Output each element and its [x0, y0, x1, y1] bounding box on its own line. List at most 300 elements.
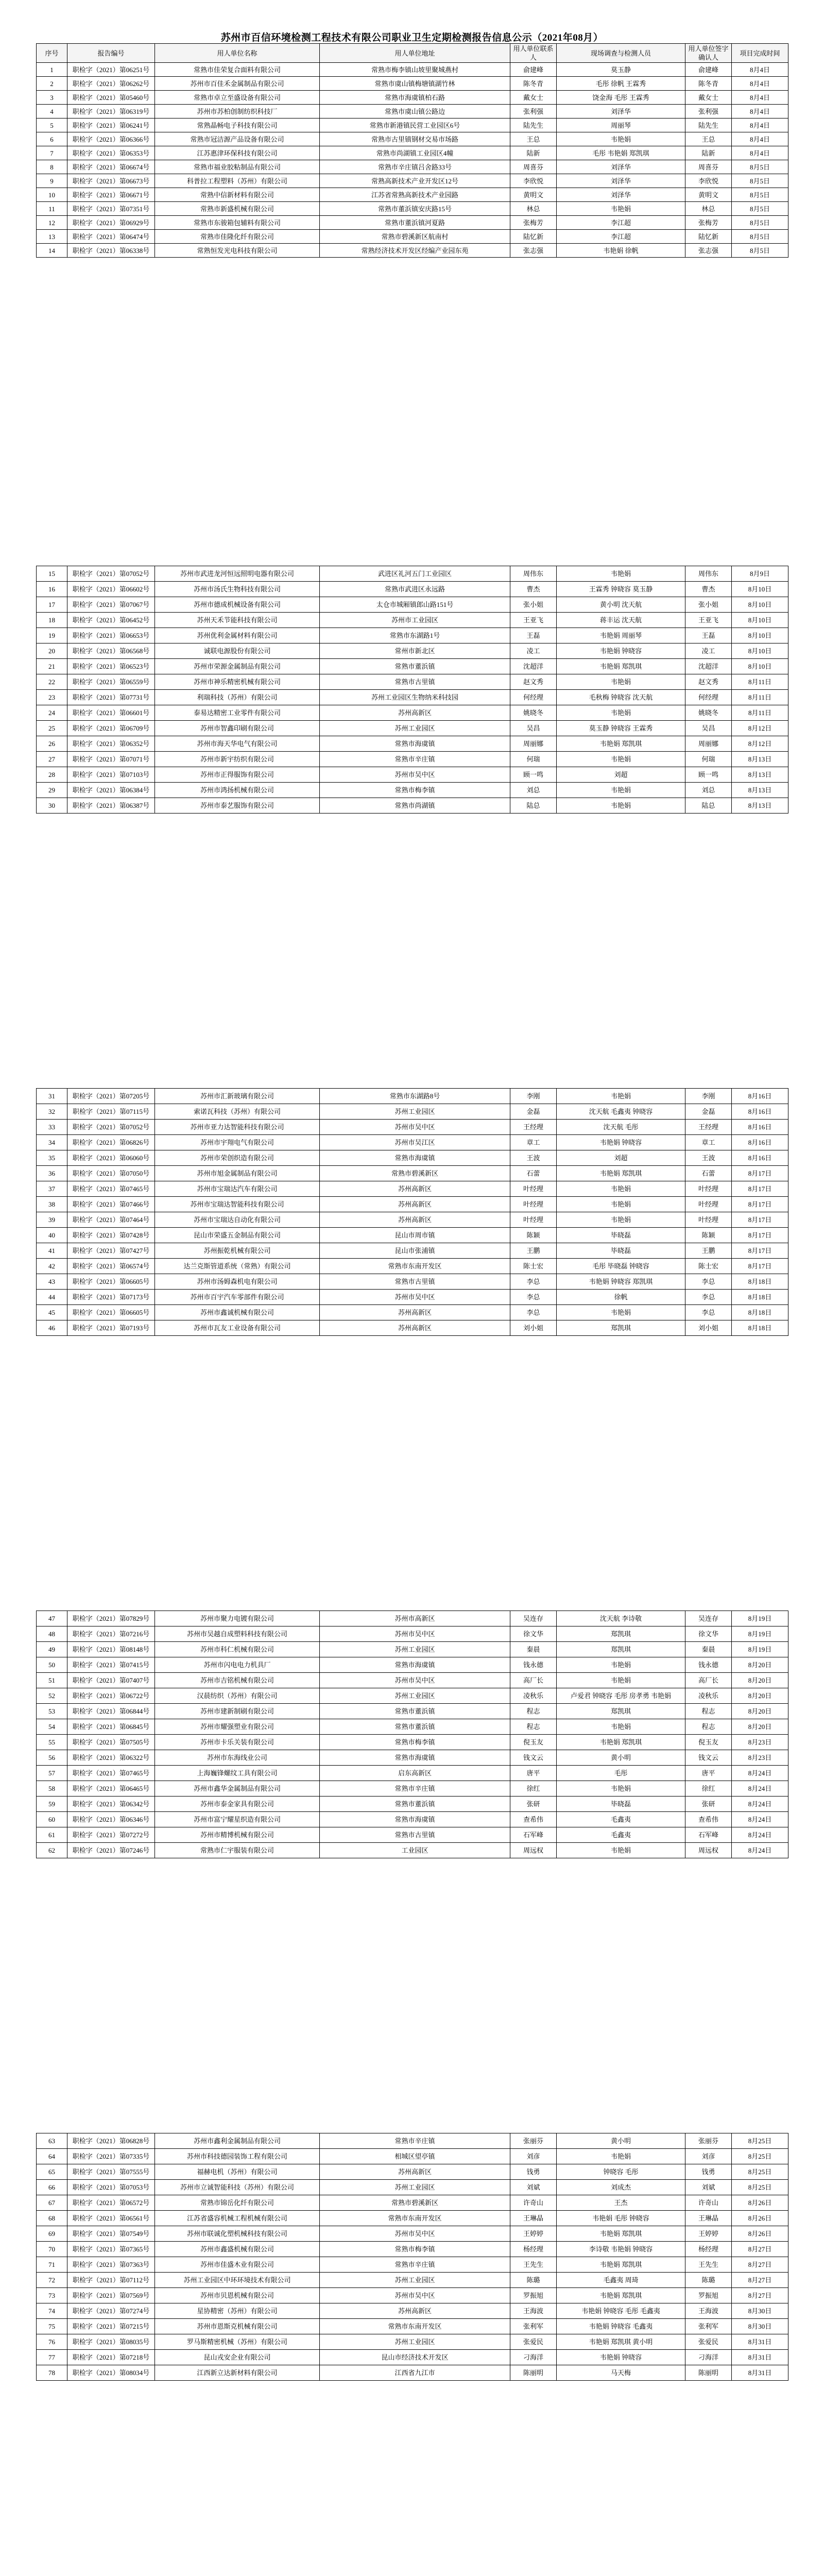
company-address-cell: 常熟市梅李镇: [320, 783, 510, 798]
report-no-cell: 职检字（2021）第07427号: [67, 1243, 155, 1259]
signatory-cell: 陆忆新: [685, 230, 732, 244]
company-address-cell: 常熟市董浜镇安庆路15号: [320, 202, 510, 216]
report-table-2: [36, 566, 788, 814]
seq-cell: 55: [37, 1735, 67, 1750]
inspectors-cell: 韦艳娟 周丽琴: [557, 628, 685, 643]
seq-cell: 54: [37, 1719, 67, 1735]
report-no-cell: 职检字（2021）第07335号: [67, 2149, 155, 2164]
completion-date-cell: 8月25日: [732, 2164, 788, 2180]
company-name-cell: 常熟市佳荣复合面料有限公司: [155, 63, 320, 77]
signatory-cell: 刘彦: [685, 2149, 732, 2164]
signatory-cell: 凌秋乐: [685, 1688, 732, 1704]
seq-cell: 34: [37, 1135, 67, 1150]
completion-date-cell: 8月20日: [732, 1704, 788, 1719]
company-address-cell: 常熟市辛庄镇: [320, 1781, 510, 1797]
contact-cell: 高厂长: [510, 1673, 557, 1688]
contact-cell: 黄明文: [510, 188, 557, 202]
company-address-cell: 常熟市辛庄镇: [320, 752, 510, 767]
inspectors-cell: 韦艳娟 钟晓容 郑凯琪: [557, 1274, 685, 1290]
seq-cell: 74: [37, 2303, 67, 2319]
company-address-cell: 常熟高新技术产业开发区12号: [320, 174, 510, 188]
seq-cell: 24: [37, 705, 67, 721]
signatory-cell: 查希伟: [685, 1812, 732, 1827]
report-no-cell: 职检字（2021）第06474号: [67, 230, 155, 244]
table-row: [37, 690, 788, 705]
company-name-cell: 达兰克斯管道系统（常熟）有限公司: [155, 1259, 320, 1274]
contact-cell: 陆新: [510, 146, 557, 160]
completion-date-cell: 8月10日: [732, 597, 788, 613]
company-address-cell: 苏州工业园区: [320, 1688, 510, 1704]
company-address-cell: 常熟市海虞镇: [320, 1657, 510, 1673]
column-header: 用人单位地址: [320, 44, 510, 63]
completion-date-cell: 8月20日: [732, 1719, 788, 1735]
table-row: [37, 1750, 788, 1766]
company-address-cell: 常熟市古里镇: [320, 1274, 510, 1290]
company-address-cell: 常熟市虞山镇梅塘镇湖竹林: [320, 77, 510, 91]
inspectors-cell: 韦艳娟 钟晓容: [557, 1135, 685, 1150]
signatory-cell: 刘斌: [685, 2180, 732, 2195]
company-address-cell: 苏州市吴中区: [320, 1673, 510, 1688]
contact-cell: 李总: [510, 1274, 557, 1290]
contact-cell: 钱勇: [510, 2164, 557, 2180]
seq-cell: 51: [37, 1673, 67, 1688]
signatory-cell: 张爱民: [685, 2334, 732, 2350]
company-name-cell: 汉晨纺织（苏州）有限公司: [155, 1688, 320, 1704]
report-no-cell: 职检字（2021）第07466号: [67, 1197, 155, 1212]
report-no-cell: 职检字（2021）第07549号: [67, 2226, 155, 2242]
completion-date-cell: 8月26日: [732, 2226, 788, 2242]
completion-date-cell: 8月10日: [732, 643, 788, 659]
contact-cell: 陆总: [510, 798, 557, 814]
company-name-cell: 苏州市汇新玻璃有限公司: [155, 1089, 320, 1104]
report-no-cell: 职检字（2021）第07363号: [67, 2257, 155, 2273]
table-row: [37, 230, 788, 244]
table-row: [37, 2149, 788, 2164]
report-no-cell: 职检字（2021）第06262号: [67, 77, 155, 91]
company-address-cell: 常熟市董浜镇: [320, 1719, 510, 1735]
signatory-cell: 吴昌: [685, 721, 732, 736]
table-section-4: [36, 1611, 788, 1858]
contact-cell: 王海波: [510, 2303, 557, 2319]
inspectors-cell: 黄小明: [557, 2133, 685, 2149]
signatory-cell: 林总: [685, 202, 732, 216]
company-address-cell: 常熟市东南开发区: [320, 2319, 510, 2334]
completion-date-cell: 8月20日: [732, 1673, 788, 1688]
report-no-cell: 职检字（2021）第06241号: [67, 118, 155, 132]
company-address-cell: 常熟市海虞镇: [320, 1812, 510, 1827]
table-section-2: [36, 566, 788, 814]
completion-date-cell: 8月17日: [732, 1197, 788, 1212]
report-no-cell: 职检字（2021）第07103号: [67, 767, 155, 783]
company-name-cell: 常熟晶畅电子科技有限公司: [155, 118, 320, 132]
contact-cell: 张爱民: [510, 2334, 557, 2350]
company-name-cell: 苏州市聚力电镀有限公司: [155, 1611, 320, 1626]
seq-cell: 7: [37, 146, 67, 160]
signatory-cell: 倪玉友: [685, 1735, 732, 1750]
signatory-cell: 许奇山: [685, 2195, 732, 2211]
inspectors-cell: 韦艳娟 郑凯琪: [557, 2226, 685, 2242]
report-no-cell: 职检字（2021）第06828号: [67, 2133, 155, 2149]
signatory-cell: 陈璐: [685, 2273, 732, 2288]
inspectors-cell: 毕晓磊: [557, 1243, 685, 1259]
company-name-cell: 苏州市荣创织造有限公司: [155, 1150, 320, 1166]
table-row: [37, 1305, 788, 1320]
inspectors-cell: 韦艳娟: [557, 1719, 685, 1735]
seq-cell: 18: [37, 613, 67, 628]
inspectors-cell: 郑凯琪: [557, 1642, 685, 1657]
completion-date-cell: 8月5日: [732, 174, 788, 188]
contact-cell: 林总: [510, 202, 557, 216]
signatory-cell: 程志: [685, 1704, 732, 1719]
table-row: [37, 659, 788, 674]
contact-cell: 张丽芬: [510, 2133, 557, 2149]
report-no-cell: 职检字（2021）第07193号: [67, 1320, 155, 1336]
table-row: [37, 1320, 788, 1336]
table-row: [37, 2334, 788, 2350]
inspectors-cell: 韦艳娟 郑凯琪: [557, 1735, 685, 1750]
column-header: 用人单位签字确认人: [685, 44, 732, 63]
completion-date-cell: 8月31日: [732, 2350, 788, 2365]
signatory-cell: 秦晨: [685, 1642, 732, 1657]
seq-cell: 42: [37, 1259, 67, 1274]
company-name-cell: 苏州市建新制刷有限公司: [155, 1704, 320, 1719]
completion-date-cell: 8月19日: [732, 1611, 788, 1626]
completion-date-cell: 8月4日: [732, 63, 788, 77]
table-row: [37, 1735, 788, 1750]
table-row: [37, 2365, 788, 2381]
inspectors-cell: 韦艳娟: [557, 1843, 685, 1858]
table-row: [37, 1642, 788, 1657]
contact-cell: 石军峰: [510, 1827, 557, 1843]
table-row: [37, 582, 788, 597]
table-row: [37, 202, 788, 216]
completion-date-cell: 8月4日: [732, 91, 788, 105]
inspectors-cell: 郑凯琪: [557, 1704, 685, 1719]
report-no-cell: 职检字（2021）第07215号: [67, 2319, 155, 2334]
completion-date-cell: 8月10日: [732, 628, 788, 643]
company-address-cell: 苏州工业园区: [320, 2334, 510, 2350]
inspectors-cell: 刘泽华: [557, 188, 685, 202]
signatory-cell: 李欣悦: [685, 174, 732, 188]
completion-date-cell: 8月17日: [732, 1228, 788, 1243]
seq-cell: 16: [37, 582, 67, 597]
contact-cell: 吴昌: [510, 721, 557, 736]
company-address-cell: 苏州高新区: [320, 1197, 510, 1212]
signatory-cell: 顾一鸣: [685, 767, 732, 783]
table-row: [37, 613, 788, 628]
inspectors-cell: 韦艳娟 郑凯琪: [557, 2288, 685, 2303]
completion-date-cell: 8月16日: [732, 1089, 788, 1104]
company-address-cell: 常熟市海虞镇柏石路: [320, 91, 510, 105]
signatory-cell: 刘小姐: [685, 1320, 732, 1336]
inspectors-cell: 毛彤 徐帆 王霖秀: [557, 77, 685, 91]
contact-cell: 陆忆新: [510, 230, 557, 244]
report-no-cell: 职检字（2021）第06559号: [67, 674, 155, 690]
completion-date-cell: 8月13日: [732, 767, 788, 783]
completion-date-cell: 8月5日: [732, 230, 788, 244]
contact-cell: 姚晓冬: [510, 705, 557, 721]
seq-cell: 21: [37, 659, 67, 674]
company-name-cell: 苏州市泰艺服饰有限公司: [155, 798, 320, 814]
contact-cell: 刘斌: [510, 2180, 557, 2195]
table-row: [37, 1150, 788, 1166]
company-name-cell: 苏州市百宇汽车零部件有限公司: [155, 1290, 320, 1305]
completion-date-cell: 8月24日: [732, 1827, 788, 1843]
completion-date-cell: 8月4日: [732, 146, 788, 160]
report-no-cell: 职检字（2021）第07465号: [67, 1181, 155, 1197]
completion-date-cell: 8月23日: [732, 1750, 788, 1766]
contact-cell: 倪玉友: [510, 1735, 557, 1750]
company-name-cell: 苏州市神乐精密机械有限公司: [155, 674, 320, 690]
report-no-cell: 职检字（2021）第06709号: [67, 721, 155, 736]
completion-date-cell: 8月11日: [732, 705, 788, 721]
seq-cell: 5: [37, 118, 67, 132]
company-address-cell: 常熟市新港镇民营工业园区6号: [320, 118, 510, 132]
company-address-cell: 江西省九江市: [320, 2365, 510, 2381]
signatory-cell: 戴女士: [685, 91, 732, 105]
contact-cell: 李总: [510, 1290, 557, 1305]
seq-cell: 22: [37, 674, 67, 690]
signatory-cell: 陈士宏: [685, 1259, 732, 1274]
signatory-cell: 俞建峰: [685, 63, 732, 77]
company-name-cell: 苏州市亚力达智能科技有限公司: [155, 1120, 320, 1135]
company-address-cell: 苏州市吴中区: [320, 767, 510, 783]
table-row: [37, 63, 788, 77]
seq-cell: 17: [37, 597, 67, 613]
table-row: [37, 1089, 788, 1104]
seq-cell: 36: [37, 1166, 67, 1181]
table-row: [37, 628, 788, 643]
report-no-cell: 职检字（2021）第08034号: [67, 2365, 155, 2381]
completion-date-cell: 8月11日: [732, 690, 788, 705]
completion-date-cell: 8月20日: [732, 1657, 788, 1673]
report-no-cell: 职检字（2021）第06574号: [67, 1259, 155, 1274]
company-name-cell: 苏州市鑫利金属制品有限公司: [155, 2133, 320, 2149]
report-no-cell: 职检字（2021）第06319号: [67, 105, 155, 118]
completion-date-cell: 8月17日: [732, 1212, 788, 1228]
inspectors-cell: 韦艳娟: [557, 202, 685, 216]
inspectors-cell: 刘超: [557, 1150, 685, 1166]
company-name-cell: 苏州市汤姆森机电有限公司: [155, 1274, 320, 1290]
company-address-cell: 常熟市海虞镇: [320, 736, 510, 752]
company-name-cell: 常熟市仁宇服装有限公司: [155, 1843, 320, 1858]
contact-cell: 王先生: [510, 2257, 557, 2273]
signatory-cell: 石军峰: [685, 1827, 732, 1843]
column-header: 现场调查与检测人员: [557, 44, 685, 63]
inspectors-cell: 饶金海 毛彤 王霖秀: [557, 91, 685, 105]
report-no-cell: 职检字（2021）第06826号: [67, 1135, 155, 1150]
table-row: [37, 1290, 788, 1305]
company-name-cell: 苏州市苏柏创制纺织科技厂: [155, 105, 320, 118]
company-name-cell: 常熟恒发光电科技有限公司: [155, 244, 320, 258]
company-name-cell: 苏州市宝瑞达汽车有限公司: [155, 1181, 320, 1197]
seq-cell: 41: [37, 1243, 67, 1259]
report-no-cell: 职检字（2021）第07052号: [67, 1120, 155, 1135]
signatory-cell: 钱文云: [685, 1750, 732, 1766]
report-no-cell: 职检字（2021）第06929号: [67, 216, 155, 230]
company-address-cell: 苏州高新区: [320, 1320, 510, 1336]
completion-date-cell: 8月24日: [732, 1781, 788, 1797]
completion-date-cell: 8月17日: [732, 1243, 788, 1259]
company-name-cell: 苏州市贝恩机械有限公司: [155, 2288, 320, 2303]
completion-date-cell: 8月27日: [732, 2288, 788, 2303]
completion-date-cell: 8月18日: [732, 1274, 788, 1290]
table-row: [37, 597, 788, 613]
completion-date-cell: 8月27日: [732, 2273, 788, 2288]
contact-cell: 张梅芳: [510, 216, 557, 230]
company-address-cell: 苏州市吴中区: [320, 2226, 510, 2242]
signatory-cell: 何经理: [685, 690, 732, 705]
company-address-cell: 常熟市东南开发区: [320, 2211, 510, 2226]
table-row: [37, 2164, 788, 2180]
seq-cell: 27: [37, 752, 67, 767]
report-no-cell: 职检字（2021）第06605号: [67, 1274, 155, 1290]
company-name-cell: 苏州市海天华电气有限公司: [155, 736, 320, 752]
contact-cell: 王鹏: [510, 1243, 557, 1259]
signatory-cell: 吴连存: [685, 1611, 732, 1626]
contact-cell: 陈冬青: [510, 77, 557, 91]
seq-cell: 45: [37, 1305, 67, 1320]
company-address-cell: 常熟市东湖路1号: [320, 628, 510, 643]
contact-cell: 查希伟: [510, 1812, 557, 1827]
table-row: [37, 91, 788, 105]
table-row: [37, 105, 788, 118]
company-name-cell: 苏州市宝瑞达智能科技有限公司: [155, 1197, 320, 1212]
completion-date-cell: 8月4日: [732, 105, 788, 118]
report-no-cell: 职检字（2021）第07218号: [67, 2350, 155, 2365]
company-address-cell: 工业园区: [320, 1843, 510, 1858]
company-address-cell: 苏州市吴中区: [320, 1120, 510, 1135]
signatory-cell: 张志强: [685, 244, 732, 258]
signatory-cell: 王鹏: [685, 1243, 732, 1259]
contact-cell: 秦晨: [510, 1642, 557, 1657]
inspectors-cell: 韦艳娟 钟晓容 毛鑫夷: [557, 2319, 685, 2334]
company-name-cell: 苏州市科技德园装饰工程有限公司: [155, 2149, 320, 2164]
contact-cell: 张利强: [510, 105, 557, 118]
column-header: 序号: [37, 44, 67, 63]
contact-cell: 何经理: [510, 690, 557, 705]
table-row: [37, 2303, 788, 2319]
company-address-cell: 苏州工业园区: [320, 2273, 510, 2288]
signatory-cell: 罗振旭: [685, 2288, 732, 2303]
contact-cell: 程志: [510, 1704, 557, 1719]
table-row: [37, 1135, 788, 1150]
contact-cell: 陈颖: [510, 1228, 557, 1243]
inspectors-cell: 刘成杰: [557, 2180, 685, 2195]
company-name-cell: 罗马斯精密机械（苏州）有限公司: [155, 2334, 320, 2350]
seq-cell: 53: [37, 1704, 67, 1719]
inspectors-cell: 韦艳娟 郑凯琪: [557, 736, 685, 752]
completion-date-cell: 8月17日: [732, 1181, 788, 1197]
company-name-cell: 利瑞科技（苏州）有限公司: [155, 690, 320, 705]
contact-cell: 张小姐: [510, 597, 557, 613]
company-address-cell: 常熟市海虞镇: [320, 1750, 510, 1766]
contact-cell: 王总: [510, 132, 557, 146]
company-address-cell: 常熟经济技术开发区经编产业园东苑: [320, 244, 510, 258]
company-name-cell: 常熟市锦岳化纤有限公司: [155, 2195, 320, 2211]
seq-cell: 28: [37, 767, 67, 783]
inspectors-cell: 毛鑫夷: [557, 1827, 685, 1843]
report-no-cell: 职检字（2021）第07428号: [67, 1228, 155, 1243]
contact-cell: 王经理: [510, 1120, 557, 1135]
seq-cell: 65: [37, 2164, 67, 2180]
table-row: [37, 174, 788, 188]
table-row: [37, 1781, 788, 1797]
company-name-cell: 常熟市新盛机械有限公司: [155, 202, 320, 216]
table-row: [37, 566, 788, 582]
seq-cell: 68: [37, 2211, 67, 2226]
completion-date-cell: 8月30日: [732, 2303, 788, 2319]
company-name-cell: 苏州市闪电电力机具厂: [155, 1657, 320, 1673]
report-no-cell: 职检字（2021）第06366号: [67, 132, 155, 146]
signatory-cell: 陈丽明: [685, 2365, 732, 2381]
contact-cell: 章工: [510, 1135, 557, 1150]
company-name-cell: 星协精密（苏州）有限公司: [155, 2303, 320, 2319]
contact-cell: 徐文华: [510, 1626, 557, 1642]
company-name-cell: 常熟市东骏箱包辅料有限公司: [155, 216, 320, 230]
signatory-cell: 章工: [685, 1135, 732, 1150]
completion-date-cell: 8月30日: [732, 2319, 788, 2334]
signatory-cell: 王亚飞: [685, 613, 732, 628]
company-address-cell: 常熟市古里镇: [320, 1827, 510, 1843]
contact-cell: 赵文秀: [510, 674, 557, 690]
seq-cell: 14: [37, 244, 67, 258]
seq-cell: 23: [37, 690, 67, 705]
signatory-cell: 李总: [685, 1274, 732, 1290]
report-no-cell: 职检字（2021）第06346号: [67, 1812, 155, 1827]
inspectors-cell: 韦艳娟: [557, 674, 685, 690]
company-address-cell: 苏州工业园区: [320, 2180, 510, 2195]
signatory-cell: 叶经理: [685, 1181, 732, 1197]
signatory-cell: 唐平: [685, 1766, 732, 1781]
company-address-cell: 常熟市梅李镇山坡里聚城燕村: [320, 63, 510, 77]
contact-cell: 陈丽明: [510, 2365, 557, 2381]
report-no-cell: 职检字（2021）第06722号: [67, 1688, 155, 1704]
seq-cell: 75: [37, 2319, 67, 2334]
inspectors-cell: 徐帆: [557, 1290, 685, 1305]
company-name-cell: 江西新立达新材料有限公司: [155, 2365, 320, 2381]
inspectors-cell: 韦艳娟: [557, 1657, 685, 1673]
seq-cell: 8: [37, 160, 67, 174]
completion-date-cell: 8月24日: [732, 1843, 788, 1858]
company-name-cell: 苏州市鑫诚机械有限公司: [155, 1305, 320, 1320]
signatory-cell: 张小姐: [685, 597, 732, 613]
company-name-cell: 苏州市东海线业公司: [155, 1750, 320, 1766]
seq-cell: 29: [37, 783, 67, 798]
completion-date-cell: 8月17日: [732, 1259, 788, 1274]
company-name-cell: 江苏惠津环保科技有限公司: [155, 146, 320, 160]
report-table-4: [36, 1611, 788, 1858]
report-no-cell: 职检字（2021）第06465号: [67, 1781, 155, 1797]
company-address-cell: 苏州工业园区生物纳米科技园: [320, 690, 510, 705]
seq-cell: 11: [37, 202, 67, 216]
report-no-cell: 职检字（2021）第07351号: [67, 202, 155, 216]
table-row: [37, 1197, 788, 1212]
seq-cell: 62: [37, 1843, 67, 1858]
completion-date-cell: 8月18日: [732, 1305, 788, 1320]
inspectors-cell: 韦艳娟: [557, 798, 685, 814]
company-address-cell: 常熟市董浜镇: [320, 1704, 510, 1719]
seq-cell: 52: [37, 1688, 67, 1704]
company-address-cell: 常熟市辛庄镇: [320, 2133, 510, 2149]
seq-cell: 31: [37, 1089, 67, 1104]
table-row: [37, 1812, 788, 1827]
completion-date-cell: 8月25日: [732, 2133, 788, 2149]
report-no-cell: 职检字（2021）第07053号: [67, 2180, 155, 2195]
table-row: [37, 674, 788, 690]
table-row: [37, 705, 788, 721]
signatory-cell: 王先生: [685, 2257, 732, 2273]
